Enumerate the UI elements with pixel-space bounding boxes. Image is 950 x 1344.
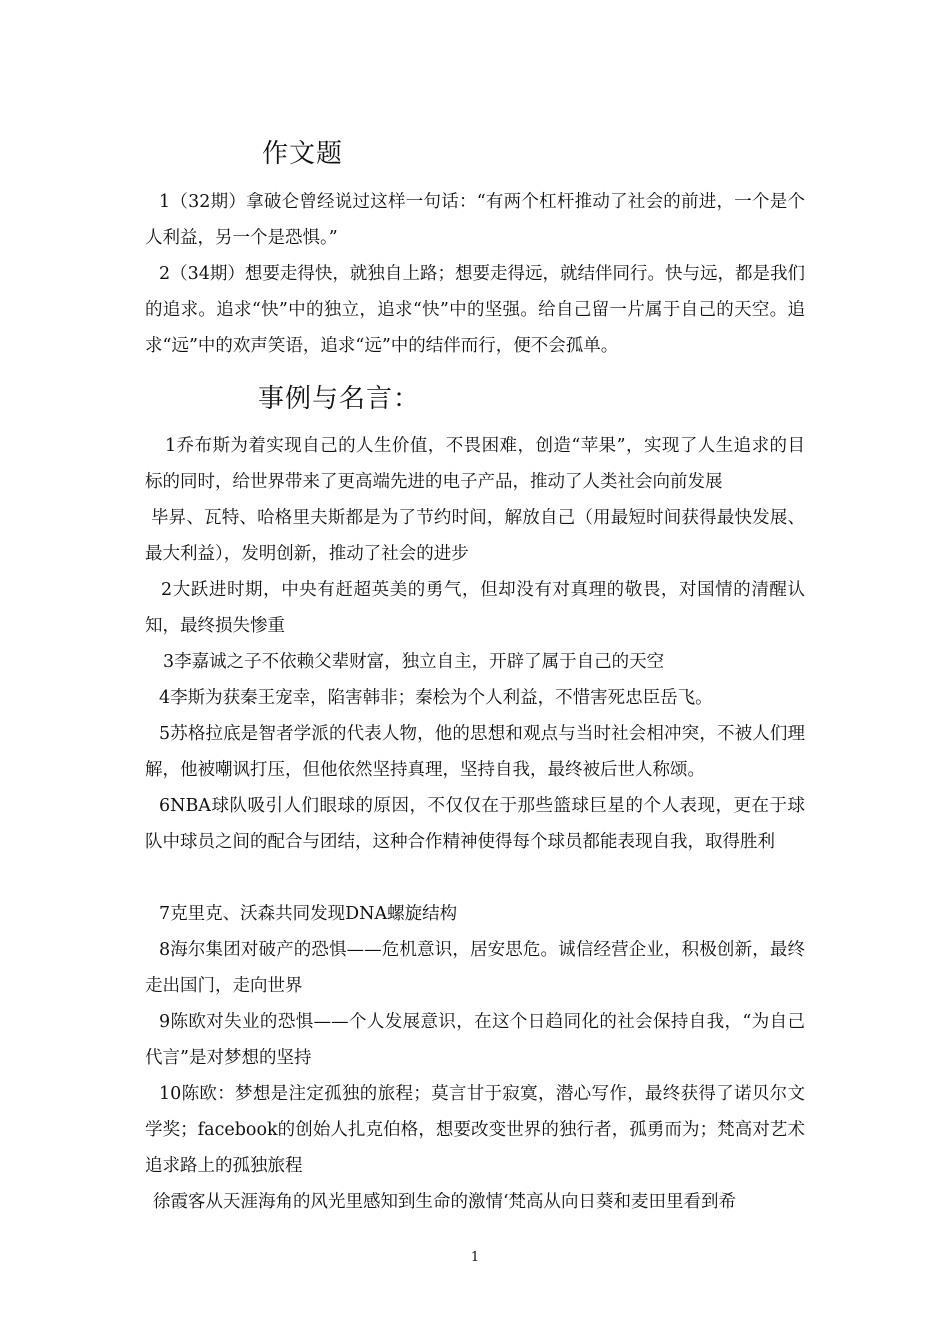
example-item: 7克里克、沃森共同发现DNA螺旋结构 <box>159 904 458 924</box>
topic-item: 1（32期）拿破仑曾经说过这样一句话：“有两个杠杆推动了社会的前进，一个是个人利益，另一个是恐惧。” <box>145 192 805 248</box>
example-item: 9陈欧对失业的恐惧——个人发展意识，在这个日趋同化的社会保持自我，“为自己代言”是对梦想的坚持 <box>145 1012 805 1068</box>
example-item: 2大跃进时期，中央有赶超英美的勇气，但却没有对真理的敬畏，对国情的清醒认知，最终损失惨重 <box>145 580 805 636</box>
example-item: 6NBA球队吸引人们眼球的原因，不仅仅在于那些篮球巨星的个人表现，更在于球队中球员之间的配合与团结，这种合作精神使得每个球员都能表现自我，取得胜利 <box>145 796 805 852</box>
examples-heading: 事例与名言： <box>258 384 421 414</box>
page-number: 1 <box>470 1250 480 1265</box>
example-item: 4李斯为获秦王宠幸，陷害韩非；秦桧为个人利益，不惜害死忠臣岳飞。 <box>159 688 713 708</box>
example-item: 5苏格拉底是智者学派的代表人物，他的思想和观点与当时社会相冲突，不被人们理解，他被嘲讽打压，但他依然坚持真理，坚持自我，最终被后世人称颂。 <box>145 724 805 780</box>
topic-item: 2（34期）想要走得快，就独自上路；想要走得远，就结伴同行。快与远，都是我们的追求。追求“快”中的独立，追求“快”中的坚强。给自己留一片属于自己的天空。追求“远”中的欢声笑语，追求“远”中的结伴而行，便不会孤单。 <box>145 264 805 356</box>
example-item: 8海尔集团对破产的恐惧——危机意识，居安思危。诚信经营企业，积极创新，最终走出国门，走向世界 <box>145 940 805 996</box>
example-item: 3李嘉诚之子不依赖父辈财富，独立自主，开辟了属于自己的天空 <box>163 652 665 672</box>
example-item: 10陈欧：梦想是注定孤独的旅程；莫言甘于寂寞，潜心写作，最终获得了诺贝尔文学奖；facebook的创始人扎克伯格，想要改变世界的独行者，孤勇而为；梵高对艺术追求路上的孤独旅程 <box>145 1084 805 1176</box>
example-item: 徐霞客从天涯海角的风光里感知到生命的激情‘梵高从向日葵和麦田里看到希 <box>153 1192 737 1212</box>
example-item: 1乔布斯为着实现自己的人生价值，不畏困难，创造“苹果”，实现了人生追求的目标的同时，给世界带来了更高端先进的电子产品，推动了人类社会向前发展 <box>145 436 805 492</box>
topic-heading: 作文题 <box>262 139 344 169</box>
example-item: 毕昇、瓦特、哈格里夫斯都是为了节约时间，解放自己（用最短时间获得最快发展、最大利益），发明创新，推动了社会的进步 <box>145 508 805 564</box>
